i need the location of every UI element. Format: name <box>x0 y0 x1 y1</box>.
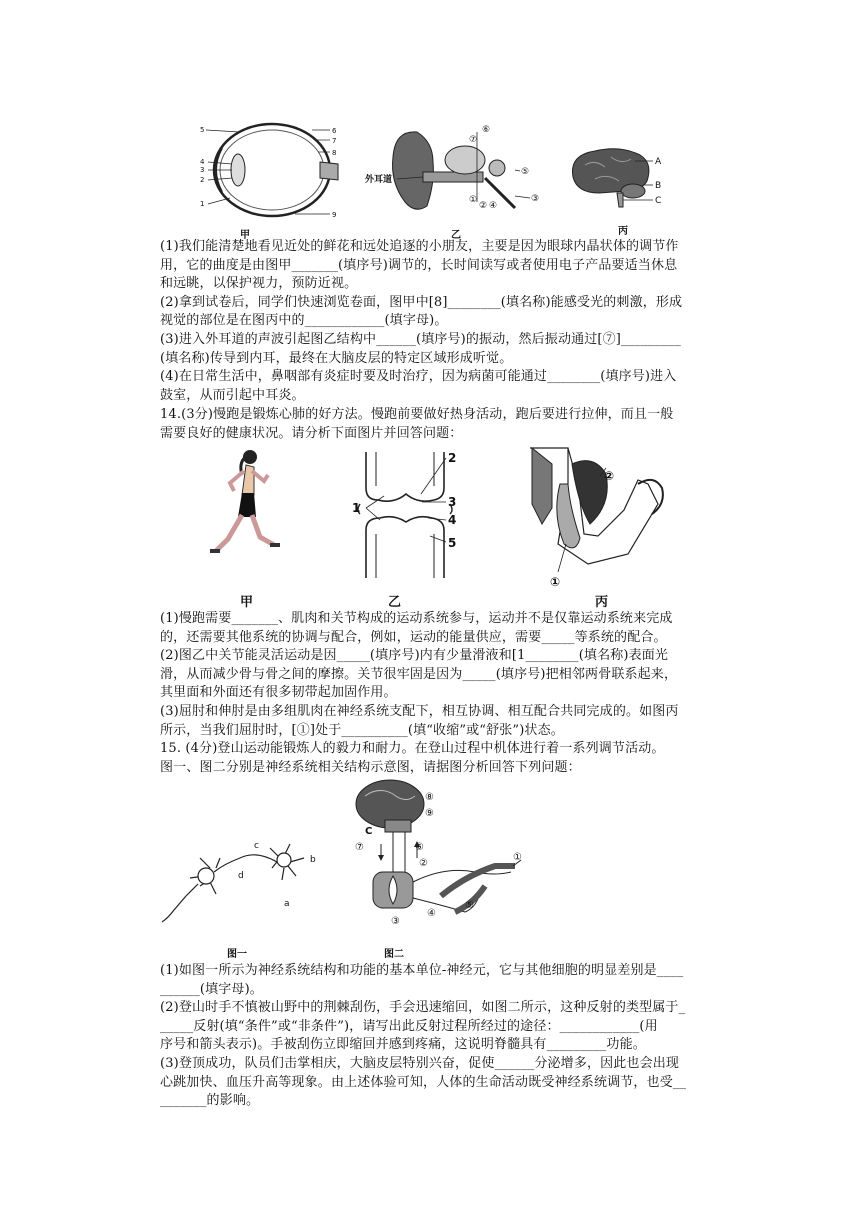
q13-line: 鼓室，从而引起中耳炎。 <box>160 387 305 403</box>
eye-label-9: 9 <box>332 211 337 219</box>
q14-line: (2)图乙中关节能灵活运动是因_____(填序号)内有少量滑液和[1________(填名称)表面光 <box>160 648 669 664</box>
reflex-label-9: ⑨ <box>425 808 434 819</box>
q14-line: (1)慢跑需要_______、肌肉和关节构成的运动系统参与，运动并不是仅靠运动系统来完成 <box>160 611 673 626</box>
runner-figure <box>208 447 288 567</box>
reflex-label-2: ② <box>419 858 428 869</box>
q14-text <box>160 610 720 740</box>
joint-label-5: 5 <box>448 536 457 550</box>
eye-label-7: 7 <box>332 137 337 145</box>
q15-intro-line: 15. (4分)登山运动能锻炼人的毅力和耐力。在登山过程中机体进行着一系列调节活动。 <box>160 741 665 756</box>
q14-line: (3)屈肘和伸肘是由多组肌肉在神经系统支配下，相互协调、相互配合共同完成的。如图丙 <box>160 703 679 719</box>
neuron-label-c: c <box>254 841 259 851</box>
q15-line: _______的影响。 <box>160 1093 260 1109</box>
q14-intro-line: 需要良好的健康状况。请分析下面图片并回答问题： <box>160 425 463 441</box>
eye-label-2: 2 <box>200 176 205 184</box>
q15-line: ______(填字母)。 <box>160 981 263 997</box>
eye-label-1: 1 <box>200 200 205 208</box>
reflex-label-8: ⑧ <box>425 792 434 803</box>
q14-intro <box>160 406 720 443</box>
reflex-label-1: ① <box>513 852 522 863</box>
neuron-label-a: a <box>284 899 290 909</box>
neuron-label-d: d <box>238 871 244 881</box>
eye-label-5: 5 <box>200 126 205 134</box>
reflex-label-6: ⑥ <box>415 842 424 853</box>
q15-line: 序号和箭头表示)。手被刮伤立即缩回并感到疼痛，这说明脊髓具有_________功能。 <box>160 1037 646 1053</box>
neuron-diagram <box>160 828 350 928</box>
brain-label-c: C <box>655 196 662 206</box>
ear-label-4: ④ <box>489 201 498 211</box>
q13-line: 用，它的曲度是由图甲_______(填序号)调节的，长时间读写或者使用电子产品要适当休息 <box>160 257 678 273</box>
reflex-label-4: ④ <box>427 908 436 919</box>
q15-line: (2)登山时手不慎被山野中的荆棘刮伤，手会迅速缩回，如图二所示，这种反射的类型属于_ <box>160 1000 686 1016</box>
reflex-label-7: ⑦ <box>355 842 364 853</box>
ear-canal-label: 外耳道 <box>365 175 393 185</box>
figure-two-label: 图二 <box>384 949 404 960</box>
eye-label-8: 8 <box>332 149 337 157</box>
q15-text <box>160 962 720 1111</box>
joint-label-2: 2 <box>448 451 457 465</box>
eye-label-3: 3 <box>200 166 205 174</box>
arm-muscle-diagram <box>528 444 678 589</box>
figure-label-jia: 甲 <box>240 230 250 241</box>
q13-line: 视觉的部位是在图丙中的____________(填字母)。 <box>160 313 448 329</box>
q13-line: (3)进入外耳道的声波引起图乙结构中______(填序号)的振动，然后振动通过[⑦]_________ <box>160 331 681 347</box>
joint-diagram <box>346 448 466 580</box>
reflex-arc-diagram <box>345 776 530 936</box>
q15-line: (1)如图一所示为神经系统结构和功能的基本单位-神经元，它与其他细胞的明显差别是____ <box>160 963 684 978</box>
q15-intro-line: 图一、图二分别是神经系统相关结构示意图，请据图分析回答下列问题： <box>160 759 581 775</box>
arm-label-2: ② <box>604 469 615 483</box>
reflex-label-c: C <box>365 826 373 837</box>
ear-label-2: ② <box>479 201 488 211</box>
eye-label-4: 4 <box>200 158 205 166</box>
joint-label-4: 4 <box>448 513 457 527</box>
q13-line: (1)我们能清楚地看见近处的鲜花和远处追逐的小朋友，主要是因为眼球内晶状体的调节作 <box>160 239 679 254</box>
eye-label-6: 6 <box>332 127 337 135</box>
q13-line: (2)拿到试卷后，同学们快速浏览卷面，图甲中[8]________(填名称)能感受光的刺激，形成 <box>160 294 683 310</box>
figure-label-bing: 丙 <box>618 226 628 237</box>
ear-label-1: ① <box>469 195 478 205</box>
joint-label-1: 1 <box>352 501 361 515</box>
brain-label-a: A <box>655 157 662 167</box>
q14-line: 的，还需要其他系统的协调与配合，例如，运动的能量供应，需要_____等系统的配合。 <box>160 629 667 645</box>
q13-line: (4)在日常生活中，鼻咽部有炎症时要及时治疗，因为病菌可能通过________(填序号)进入 <box>160 369 677 385</box>
brain-label-b: B <box>655 181 662 191</box>
arm-label-1: ① <box>550 575 561 589</box>
q15-line: 心跳加快、血压升高等现象。由上述体验可知，人体的生命活动既受神经系统调节，也受__ <box>160 1074 687 1090</box>
q13-text <box>160 238 720 405</box>
q14-intro-line: 14.(3分)慢跑是锻炼心肺的好方法。慢跑前要做好热身活动，跑后要进行拉伸，而且一般 <box>160 407 674 422</box>
q14-label-yi: 乙 <box>388 595 402 610</box>
q15-line: _____反射(填“条件”或“非条件”)，请写出此反射过程所经过的途径：____________(用 <box>160 1018 658 1034</box>
reflex-label-3: ③ <box>391 916 400 927</box>
eye-diagram <box>200 118 350 226</box>
q14-line: 所示，当我们屈肘时，[①]处于__________(填“收缩”或“舒张”)状态。 <box>160 722 564 738</box>
q13-line: (填名称)传导到内耳，最终在大脑皮层的特定区域形成听觉。 <box>160 350 513 366</box>
q13-line: 和远眺，以保护视力，预防近视。 <box>160 276 358 292</box>
figure-label-yi: 乙 <box>451 230 461 241</box>
ear-label-6: ⑥ <box>482 125 491 135</box>
ear-diagram <box>365 122 545 220</box>
q15-line: (3)登顶成功，队员们击掌相庆，大脑皮层特别兴奋，促使______分泌增多，因此也会出现 <box>160 1055 680 1071</box>
ear-label-7: ⑦ <box>469 135 478 145</box>
neuron-label-b: b <box>310 855 316 865</box>
q14-label-jia: 甲 <box>240 595 254 610</box>
brain-diagram <box>565 145 675 211</box>
ear-label-3: ③ <box>531 194 540 204</box>
ear-label-5: ⑤ <box>521 167 530 177</box>
q14-line: 其里面和外面还有很多韧带起加固作用。 <box>160 685 397 701</box>
reflex-label-5: ⑤ <box>465 900 474 911</box>
joint-label-3: 3 <box>448 495 457 509</box>
q14-label-bing: 丙 <box>595 595 609 610</box>
q15-intro <box>160 740 720 777</box>
figure-one-label: 图一 <box>227 949 247 960</box>
q14-line: 滑，从而减少骨与骨之间的摩擦。关节很牢固是因为_____(填序号)把相邻两骨联系起来， <box>160 666 678 682</box>
